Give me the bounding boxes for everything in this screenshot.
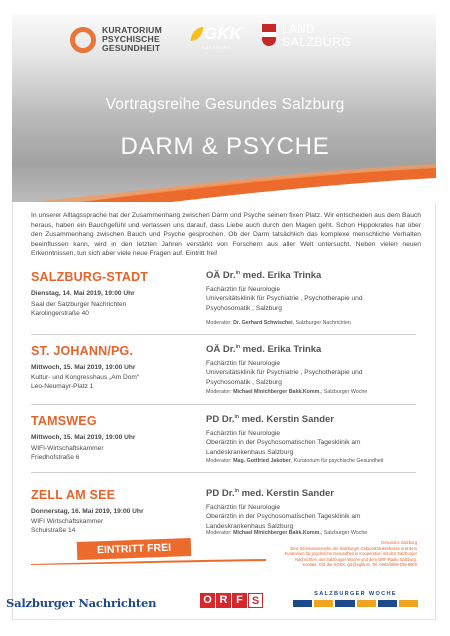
land-salzburg-logo bbox=[262, 24, 351, 48]
kuratorium-logo bbox=[70, 26, 162, 53]
coat-of-arms-icon bbox=[262, 24, 276, 46]
divider bbox=[31, 472, 416, 473]
event-moderator: Moderator: Dr. Gerhard Schwischei, Salzburger Nachrichten bbox=[206, 320, 351, 326]
kuratorium-text: KURATORIUM PSYCHISCHE GESUNDHEIT bbox=[102, 25, 162, 53]
event-city: ZELL AM SEE bbox=[31, 488, 116, 502]
gkk-mark: GKK bbox=[192, 24, 242, 44]
intro-paragraph: In unserer Alltagssprache hat der Zusammenhang zwischen Darm und Psyche seinen fixen Platz. Wir entscheiden aus dem Bauch heraus, haben ein Bauchgefühl und verlassen uns darauf, dass Liebe auch durch den Magen geht. Schon Hippokrates hat über den Zusammenhang zwischen Bauch und Psyche gesprochen. Ob der Darm tatsächlich das komplexe menschliche Verhalten beeinflussen kann, wird in den letzten Jahren verstärkt von Forschern aus aller Welt untersucht. Neben vielen neuen Erkenntnissen, tun sich aber viele neue Fragen auf. Eintritt frei! bbox=[31, 212, 421, 258]
sw-color-bar bbox=[293, 600, 418, 607]
event-st-johann bbox=[31, 344, 419, 409]
leaf-icon bbox=[191, 27, 204, 41]
land-text: LAND SALZBURG bbox=[282, 24, 352, 49]
event-city: TAMSWEG bbox=[31, 414, 97, 428]
event-speaker: OÄ Dr.$^{in}$ med. Erika Trinka bbox=[206, 344, 322, 356]
ring-icon bbox=[70, 27, 96, 53]
salzburger-woche-logo: SALZBURGER WOCHE bbox=[293, 591, 418, 607]
event-city: SALZBURG-STADT bbox=[31, 270, 149, 284]
event-date: Mittwoch, 15. Mai 2019, 19:00 Uhr bbox=[31, 364, 136, 371]
event-venue: WIFI Wirtschaftskammer Schulstraße 14 bbox=[31, 518, 104, 535]
divider bbox=[31, 404, 416, 405]
event-date: Donnerstag, 16. Mai 2019, 19:00 Uhr bbox=[31, 508, 144, 515]
orange-underline bbox=[31, 559, 266, 565]
speaker-specialty: Fachärztin für Neurologie Universitätsklinik für Psychiatrie , Psychotherapie und Psychosomatik , Salzburg bbox=[206, 286, 363, 312]
series-title: Vortragsreihe Gesundes Salzburg bbox=[105, 96, 345, 113]
event-moderator: Moderator: Mag. Gottfried Jakober, Kuratorium für psychische Gesundheit bbox=[206, 458, 384, 464]
speaker-specialty: Fachärztin für Neurologie Oberärztin in der Psychosomatischen Tagesklinik am Landeskrankenhaus Salzburg bbox=[206, 430, 361, 456]
event-tamsweg bbox=[31, 414, 419, 479]
event-speaker: OÄ Dr.$^{in}$ med. Erika Trinka bbox=[206, 270, 322, 282]
event-speaker: PD Dr.$^{in}$ med. Kerstin Sander bbox=[206, 488, 334, 500]
event-date: Mittwoch, 15. Mai 2019, 19:00 Uhr bbox=[31, 434, 136, 441]
gkk-subtitle: SALZBURG bbox=[202, 45, 232, 50]
event-venue: Saal der Salzburger Nachrichten Karolingerstraße 40 bbox=[31, 301, 127, 318]
event-zell-am-see bbox=[31, 488, 419, 548]
event-city: ST. JOHANN/PG. bbox=[31, 344, 134, 358]
orf-s-logo: O R F S bbox=[200, 593, 264, 608]
speaker-specialty: Fachärztin für Neurologie Universitätsklinik für Psychiatrie , Psychotherapie und Psychosomatik , Salzburg bbox=[206, 360, 363, 386]
footer-note: Gesundes Salzburg Eine Informationsreihe der Salzburger Gebietskrankenkasse und dem Kuratorium für psychische Gesundheit in Kooperation mit den Salzburger Nachrichten, der Salzburger Woche und dem ORF Radio Salzburg. Kontakt: GIZ der SGKK, giz@sgkk.at, Tel. 0662/8889 DW 8800 bbox=[284, 540, 417, 568]
eintritt-frei-badge: EINTRITT FREI bbox=[77, 538, 192, 560]
salzburger-nachrichten-logo: Salzburger Nachrichten bbox=[6, 596, 157, 610]
event-venue: Kultur- und Kongresshaus „Am Dom“ Leo-Neumayr-Platz 1 bbox=[31, 374, 140, 391]
event-moderator: Moderator: Michael Minichberger Bakk.Komm., Salzburger Woche bbox=[206, 389, 368, 395]
gkk-logo bbox=[192, 24, 242, 50]
event-salzburg-stadt bbox=[31, 270, 419, 335]
speaker-specialty: Fachärztin für Neurologie Oberärztin in der Psychosomatischen Tagesklinik am Landeskrankenhaus Salzburg bbox=[206, 504, 361, 530]
divider bbox=[31, 334, 416, 335]
event-date: Dienstag, 14. Mai 2019, 19:00 Uhr bbox=[31, 290, 135, 297]
event-moderator: Moderator: Michael Minichberger Bakk.Komm., Salzburger Woche bbox=[206, 530, 368, 536]
event-speaker: PD Dr.$^{in}$ med. Kerstin Sander bbox=[206, 414, 334, 426]
main-title: DARM & PSYCHE bbox=[120, 133, 330, 160]
event-venue: WIFI-Wirtschaftskammer Friedhofstraße 6 bbox=[31, 445, 104, 462]
orange-swoosh bbox=[12, 164, 436, 202]
